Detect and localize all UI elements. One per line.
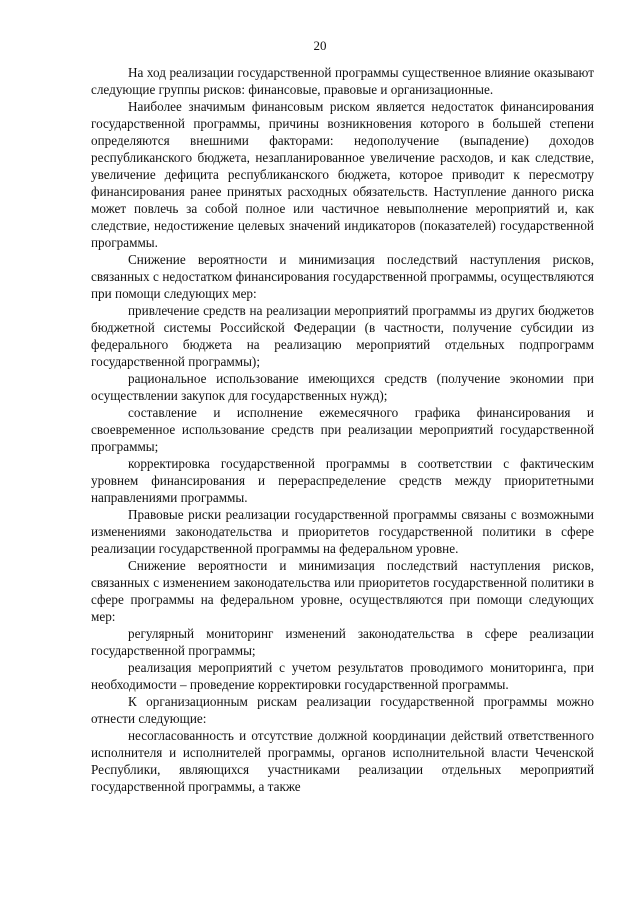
paragraph: На ход реализации государственной программы существенное влияние оказывают следующие группы рисков: финансовые, правовые и организационные. (91, 65, 594, 97)
paragraph: корректировка государственной программы в соответствии с фактическим уровнем финансирования и перераспределение средств между приоритетными направлениями программы. (91, 456, 594, 505)
paragraph: привлечение средств на реализации мероприятий программы из других бюджетов бюджетной системы Российской Федерации (в частности, получение субсидии из федерального бюджета на реализацию мероприятий отдельных подпрограмм государственной программы); (91, 303, 594, 369)
paragraph: несогласованность и отсутствие должной координации действий ответственного исполнителя и исполнителей программы, органов исполнительной власти Чеченской Республики, являющихся участниками реализации отдельных мероприятий государственной программы, а также (91, 728, 594, 794)
paragraph: К организационным рискам реализации государственной программы можно отнести следующие: (91, 694, 594, 726)
paragraph: регулярный мониторинг изменений законодательства в сфере реализации государственной программы; (91, 626, 594, 658)
paragraph: Наиболее значимым финансовым риском является недостаток финансирования государственной программы, причины возникновения которого в большей степени определяются внешними факторами: недополучение (выпадение) доходов республиканского бюджета, незапланированное увеличение расходов, и как следствие, увеличение дефицита республиканского бюджета, которое приводит к пересмотру финансирования ранее принятых расходных обязательств. Наступление данного риска может повлечь за собой полное или частичное невыполнение мероприятий и, как следствие, недостижение целевых значений индикаторов (показателей) государственной программы. (91, 99, 594, 250)
paragraph: Снижение вероятности и минимизация последствий наступления рисков, связанных с недостатком финансирования государственной программы, осуществляются при помощи следующих мер: (91, 252, 594, 301)
paragraph: рациональное использование имеющихся средств (получение экономии при осуществлении закупок для государственных нужд); (91, 371, 594, 403)
paragraph: реализация мероприятий с учетом результатов проводимого мониторинга, при необходимости – проведение корректировки государственной программы. (91, 660, 594, 692)
body-text (91, 64, 594, 795)
page-number: 20 (313, 38, 327, 53)
paragraph: Снижение вероятности и минимизация последствий наступления рисков, связанных с изменением законодательства или приоритетов государственной политики в сфере программы на федеральном уровне, осуществляются при помощи следующих мер: (91, 558, 594, 624)
paragraph: Правовые риски реализации государственной программы связаны с возможными изменениями законодательства и приоритетов государственной политики в сфере реализации государственной программы на федеральном уровне. (91, 507, 594, 556)
paragraph: составление и исполнение ежемесячного графика финансирования и своевременное использование средств при реализации мероприятий государственной программы; (91, 405, 594, 454)
